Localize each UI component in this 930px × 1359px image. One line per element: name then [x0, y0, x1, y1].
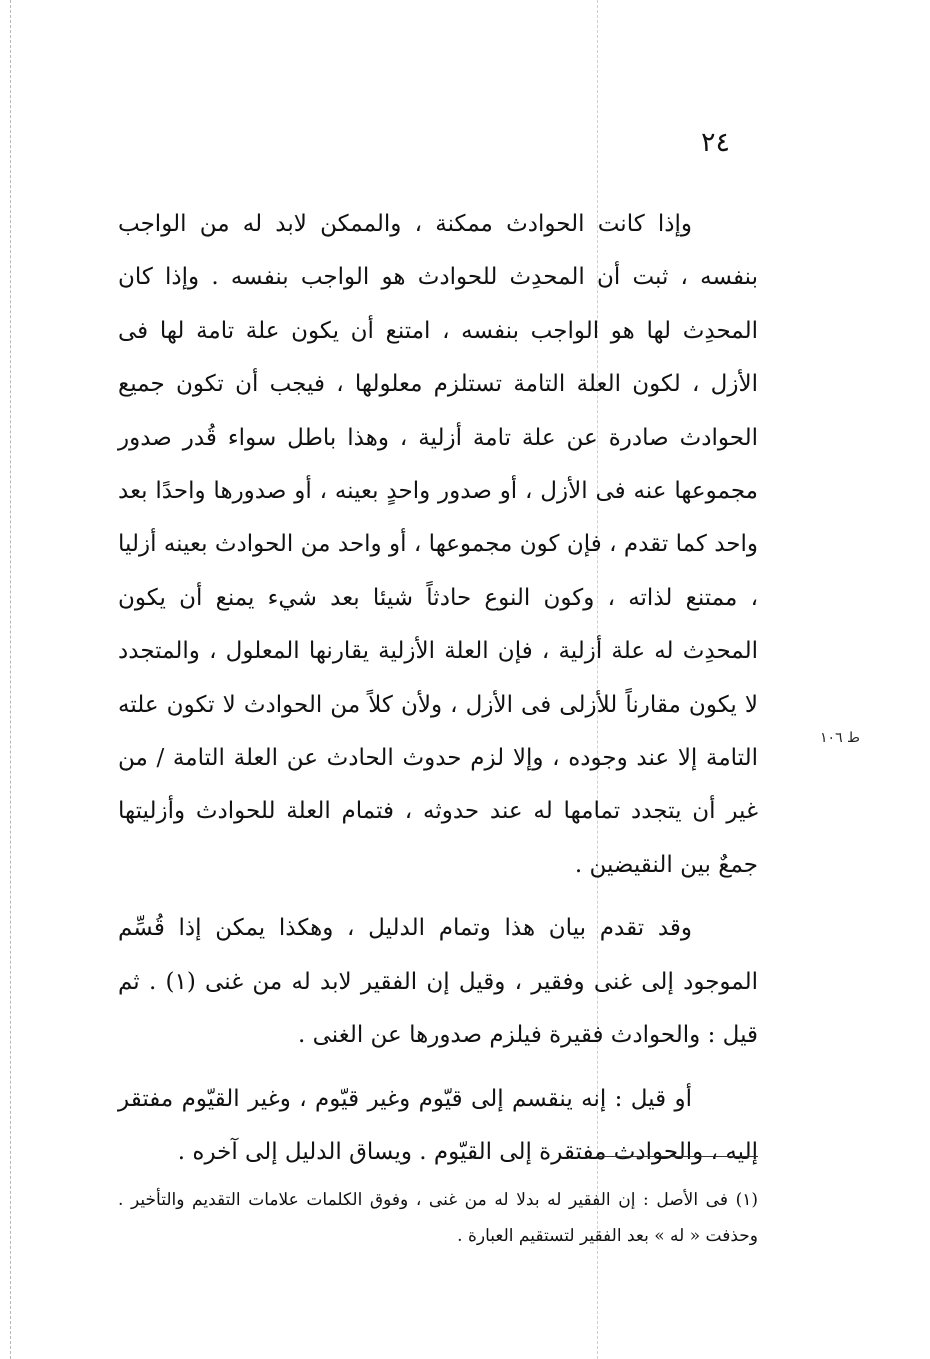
paragraph-1: وإذا كانت الحوادث ممكنة ، والممكن لابد له من الواجب بنفسه ، ثبت أن المحدِث للحوادث هو الواجب بنفسه . وإذا كان المحدِث لها هو الواجب بنفسه ، امتنع أن يكون علة تامة لها فى الأزل ، لكون العلة التامة تستلزم معلولها ، فيجب أن تكون جميع الحوادث صادرة عن علة تامة أزلية ، وهذا باطل سواء قُدر صدور مجموعها عنه فى الأزل ، أو صدور واحدٍ بعينه ، أو صدورها واحدًا بعد واحد كما تقدم ، فإن كون مجموعها ، أو واحد من الحوادث بعينه أزليا ، ممتنع لذاته ، وكون النوع حادثاً شيئا بعد شيء يمنع أن يكون المحدِث له علة أزلية ، فإن العلة الأزلية يقارنها المعلول ، والمتجدد لا يكون مقارناً للأزلى فى الأزل ، ولأن كلاً من الحوادث لا تكون علته التامة إلا عند وجوده ، وإلا لزم حدوث الحادث عن العلة التامة / من غير أن يتجدد تمامها له عند حدوثه ، فتمام العلة للحوادث وأزليتها جمعٌ بين النقيضين .: [118, 211, 758, 878]
margin-page-reference: ط ١٠٦: [820, 730, 860, 746]
footnote-divider: [596, 1156, 758, 1157]
scan-edge-rule: [10, 0, 11, 1359]
paragraph-2: وقد تقدم بيان هذا وتمام الدليل ، وهكذا يمكن إذا قُسِّم الموجود إلى غنى وفقير ، وقيل إن الفقير لابد له من غنى (١) . ثم قيل : والحوادث فقيرة فيلزم صدورها عن الغنى .: [118, 915, 758, 1049]
main-text: [118, 198, 758, 1179]
paragraph-3: أو قيل : إنه ينقسم إلى قيّوم وغير قيّوم ، وغير القيّوم مفتقر إليه ، والحوادث مفتقرة إلى القيّوم . ويساق الدليل إلى آخره .: [118, 1085, 758, 1165]
footnote: (١) فى الأصل : إن الفقير له بدلا له من غنى ، وفوق الكلمات علامات التقديم والتأخير . وحذفت « له » بعد الفقير لتستقيم العبارة .: [118, 1190, 758, 1246]
page-number: ٢٤: [700, 127, 730, 158]
